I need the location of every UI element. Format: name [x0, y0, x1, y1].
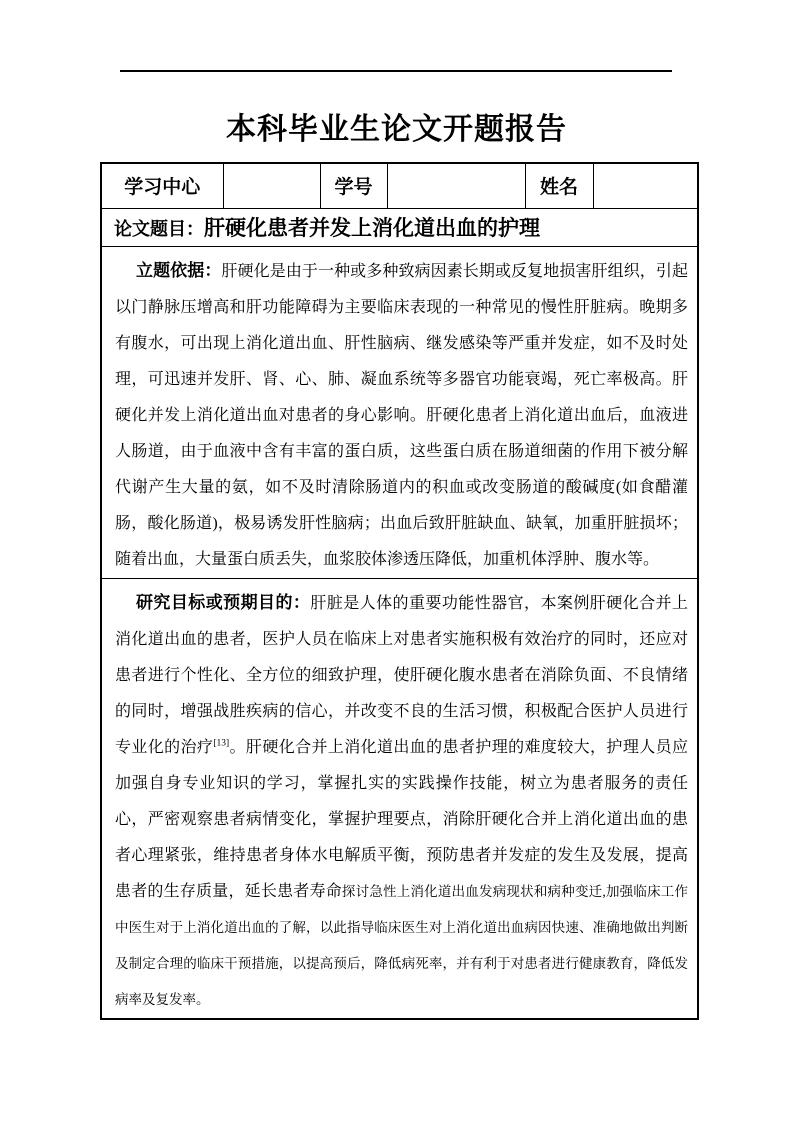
basis-paragraph	[115, 253, 688, 578]
thesis-title-cell	[101, 208, 698, 246]
thesis-title-text: 肝硬化患者并发上消化道出血的护理	[204, 217, 540, 240]
research-paragraph	[115, 585, 688, 1018]
basis-row	[101, 246, 698, 578]
research-text-small: 探讨急性上消化道出血发病现状和病种变迁,加强临床工作中医生对于上消化道出血的了解，以此指导临床医生对上消化道出血病因快速、准确地做出判断及制定合理的临床干预措施，以提高预后，降低病死率，并有利于对患者进行健康教育，降低发病率及复发率。	[115, 883, 688, 1007]
basis-cell	[101, 246, 698, 578]
thesis-title-label: 论文题目：	[114, 219, 204, 239]
student-id-value	[387, 163, 525, 208]
header-rule	[120, 70, 672, 72]
basis-text: 肝硬化是由于一种或多种致病因素长期或反复地损害肝组织，引起以门静脉压增高和肝功能障碍为主要临床表现的一种常见的慢性肝脏病。晚期多有腹水，可出现上消化道出血、肝性脑病、继发感染等严重并发症，如不及时处理，可迅速并发肝、肾、心、肺、凝血系统等多器官功能衰竭，死亡率极高。肝硬化并发上消化道出血对患者的身心影响。肝硬化患者上消化道出血后，血液进人肠道，由于血液中含有丰富的蛋白质，这些蛋白质在肠道细菌的作用下被分解代谢产生大量的氨，如不及时清除肠道内的积血或改变肠道的酸碱度(如食醋灌肠，酸化肠道)，极易诱发肝性脑病；出血后致肝脏缺血、缺氧，加重肝脏损坏；随着出血，大量蛋白质丢失，血浆胶体渗透压降低，加重机体浮肿、腹水等。	[115, 262, 688, 568]
thesis-title-row	[101, 208, 698, 246]
info-row	[101, 163, 698, 208]
research-row	[101, 578, 698, 1019]
proposal-form-table	[100, 162, 699, 1020]
citation-13: [13]	[213, 738, 230, 749]
research-label: 研究目标或预期目的：	[136, 592, 311, 612]
study-center-label: 学习中心	[101, 163, 223, 208]
research-text-part2: 。肝硬化合并上消化道出血的患者护理的难度较大，护理人员应加强自身专业知识的学习，掌握扎实的实践操作技能，树立为患者服务的责任心，严密观察患者病情变化，掌握护理要点，消除肝硬化合并上消化道出血的患者心理紧张，维持患者身体水电解质平衡，预防患者并发症的发生及发展，提高患者的生存质量，延长患者寿命	[115, 738, 688, 900]
basis-label: 立题依据：	[136, 260, 222, 280]
name-label: 姓名	[525, 163, 593, 208]
research-cell	[101, 578, 698, 1019]
research-text-part1: 肝脏是人体的重要功能性器官，本案例肝硬化合并上消化道出血的患者，医护人员在临床上对患者实施积极有效治疗的同时，还应对患者进行个性化、全方位的细致护理，使肝硬化腹水患者在消除负面、不良情绪的同时，增强战胜疾病的信心，并改变不良的生活习惯，积极配合医护人员进行专业化的治疗	[115, 594, 688, 756]
page-title: 本科毕业生论文开题报告	[226, 113, 567, 146]
name-value	[593, 163, 698, 208]
student-id-label: 学号	[320, 163, 387, 208]
study-center-value	[223, 163, 320, 208]
